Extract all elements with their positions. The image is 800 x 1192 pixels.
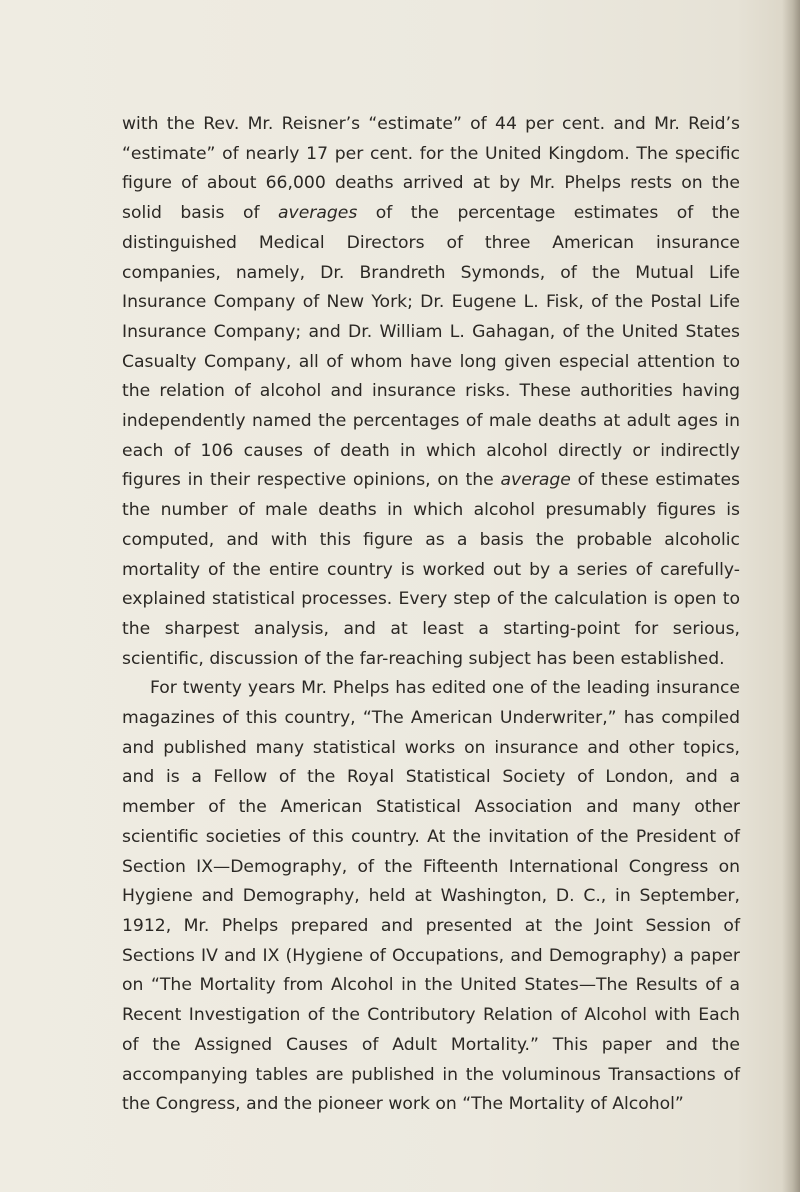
paragraph-1-run-1: with the Rev. Mr. Reisner’s “estimate” of 44 per cent. and Mr. Reid’s “estimate” of nearly 17 per cent. for the United Kingdom. The specific figure of about 66,000 deaths arrived at by Mr. Phelps rests on the solid basis of [122,114,740,224]
body-text [122,110,740,1120]
paragraph-1-run-3: of the percentage estimates of the distinguished Medical Directors of three American insurance companies, namely, Dr. Brandreth Symonds, of the Mutual Life Insurance Company of New York; Dr. Eugene L. Fisk, of the Postal Life Insurance Company; and Dr. William L. Gahagan, of the United States Casualty Company, all of whom have long given especial attention to the relation of alcohol and insurance risks. These authorities having independently named the percentages of male deaths at adult ages in each of 106 causes of death in which alcohol directly or indirectly figures in their respective opinions, on the [122,203,740,491]
paragraph-1-run-5: of these estimates the number of male deaths in which alcohol presumably figures is computed, and with this figure as a basis the probable alcoholic mortality of the entire country is worked out by a series of carefully-explained statistical processes. Every step of the calculation is open to the sharpest analysis, and at least a starting-point for serious, scientific, discussion of the far-reaching subject has been established. [122,470,740,669]
paragraph-2 [122,674,740,1120]
paragraph-1-run-2: averages [277,203,358,224]
paragraph-2-run-1: For twenty years Mr. Phelps has edited one of the leading insurance magazines of this country, “The American Underwriter,” has compiled and published many statistical works on insurance and other topics, and is a Fellow of the Royal Statistical Society of London, and a member of the American Statistical Association and many other scientific societies of this country. At the invitation of the President of Section IX—Demography, of the Fifteenth International Congress on Hygiene and Demography, held at Washington, D. C., in September, 1912, Mr. Phelps prepared and presented at the Joint Session of Sections IV and IX (Hygiene of Occupations, and Demography) a paper on “The Mortality from Alcohol in the United States—The Results of a Recent Investigation of the Contributory Relation of Alcohol with Each of the Assigned Causes of Adult Mortality.” This paper and the accompanying tables are published in the voluminous Transactions of the Congress, and the pioneer work on “The Mortality of Alcohol” [122,678,740,1115]
paragraph-1-run-4: average [500,470,571,491]
paragraph-1 [122,110,740,674]
page-edge-shadow [782,0,800,1192]
